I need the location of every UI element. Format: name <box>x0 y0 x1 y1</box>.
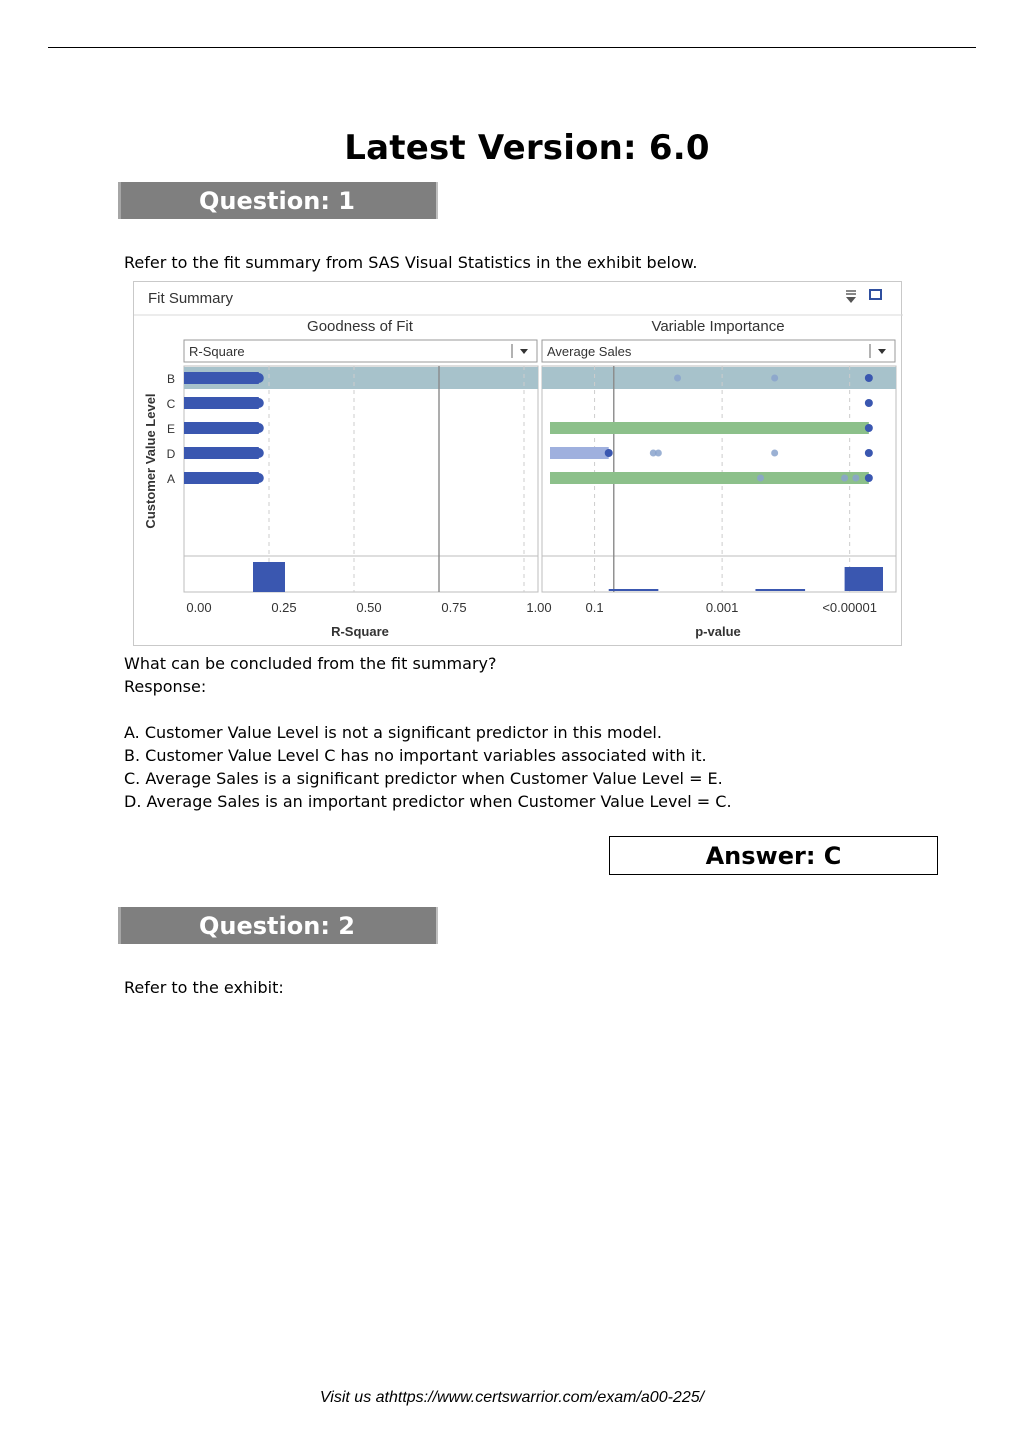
importance-point-A <box>865 474 873 482</box>
bar-end-C <box>254 398 264 408</box>
importance-point-B <box>674 375 681 382</box>
bar-A <box>184 472 259 484</box>
x-tick-label: 0.001 <box>705 600 739 615</box>
maximize-icon[interactable] <box>870 290 881 299</box>
option-a: A. Customer Value Level is not a significant predictor in this model. <box>124 723 662 742</box>
panel-title: Fit Summary <box>148 290 234 307</box>
x-tick-label: 0.25 <box>271 600 297 615</box>
filter-icon[interactable] <box>846 291 856 303</box>
fit-summary-chart <box>134 282 903 647</box>
importance-point-E <box>865 424 873 432</box>
importance-point-A <box>841 475 848 482</box>
chart-marks <box>167 366 896 615</box>
response-label: Response: <box>124 677 207 696</box>
page-title: Latest Version: 6.0 <box>344 128 710 168</box>
y-axis-title: Customer Value Level <box>143 393 158 529</box>
question-1-prompt: What can be concluded from the fit summary? <box>124 654 497 673</box>
histogram-bar <box>845 567 883 591</box>
rsquare-dropdown[interactable] <box>184 340 537 362</box>
variable-dropdown-value: Average Sales <box>547 344 632 359</box>
histogram-bar <box>609 589 659 591</box>
category-label: A <box>166 472 176 486</box>
option-c: C. Average Sales is a significant predictor when Customer Value Level = E. <box>124 769 723 788</box>
question-1-intro: Refer to the fit summary from SAS Visual Statistics in the exhibit below. <box>124 253 698 272</box>
histogram-bar <box>755 589 805 591</box>
importance-point-D <box>771 450 778 457</box>
importance-point-B <box>865 374 873 382</box>
goodness-of-fit-title: Goodness of Fit <box>307 318 413 335</box>
importance-point-D <box>865 449 873 457</box>
bar-B <box>184 372 259 384</box>
importance-point-D <box>605 449 613 457</box>
fit-summary-exhibit <box>133 281 902 646</box>
category-label: D <box>166 447 176 461</box>
importance-point-C <box>865 399 873 407</box>
bar-C <box>184 397 259 409</box>
x-tick-label: 0.1 <box>585 600 604 615</box>
answer-box: Answer: C <box>609 836 938 875</box>
option-b: B. Customer Value Level C has no important variables associated with it. <box>124 746 707 765</box>
question-2-banner: Question: 2 <box>118 907 438 944</box>
bar-end-E <box>254 423 264 433</box>
importance-point-B <box>771 375 778 382</box>
importance-point-D <box>655 450 662 457</box>
variable-dropdown[interactable] <box>542 340 895 362</box>
x-tick-label: 1.00 <box>526 600 552 615</box>
x-tick-label: <0.00001 <box>822 600 877 615</box>
x-axis-title-pvalue: p-value <box>695 624 741 639</box>
histogram-bar <box>253 562 285 592</box>
importance-bar-D <box>550 447 609 459</box>
option-d: D. Average Sales is an important predictor when Customer Value Level = C. <box>124 792 732 811</box>
question-2-intro: Refer to the exhibit: <box>124 978 284 997</box>
bar-end-B <box>254 373 264 383</box>
variable-importance-title: Variable Importance <box>651 318 785 335</box>
bar-D <box>184 447 259 459</box>
importance-point-A <box>757 475 764 482</box>
category-label: C <box>166 397 176 411</box>
header-rule <box>48 47 976 48</box>
category-label: B <box>166 372 176 386</box>
importance-bar-A <box>550 472 869 484</box>
footer-link[interactable]: Visit us athttps://www.certswarrior.com/exam/a00-225/ <box>319 1389 705 1406</box>
row-highlight <box>542 367 896 389</box>
bar-end-A <box>254 473 264 483</box>
importance-bar-E <box>550 422 869 434</box>
importance-point-A <box>852 475 859 482</box>
x-tick-label: 0.00 <box>186 600 212 615</box>
x-tick-label: 0.50 <box>356 600 382 615</box>
question-1-banner: Question: 1 <box>118 182 438 219</box>
rsquare-dropdown-value: R-Square <box>189 344 245 359</box>
x-tick-label: 0.75 <box>441 600 467 615</box>
category-label: E <box>166 422 176 436</box>
bar-end-D <box>254 448 264 458</box>
bar-E <box>184 422 259 434</box>
x-axis-title-rsquare: R-Square <box>331 624 389 639</box>
